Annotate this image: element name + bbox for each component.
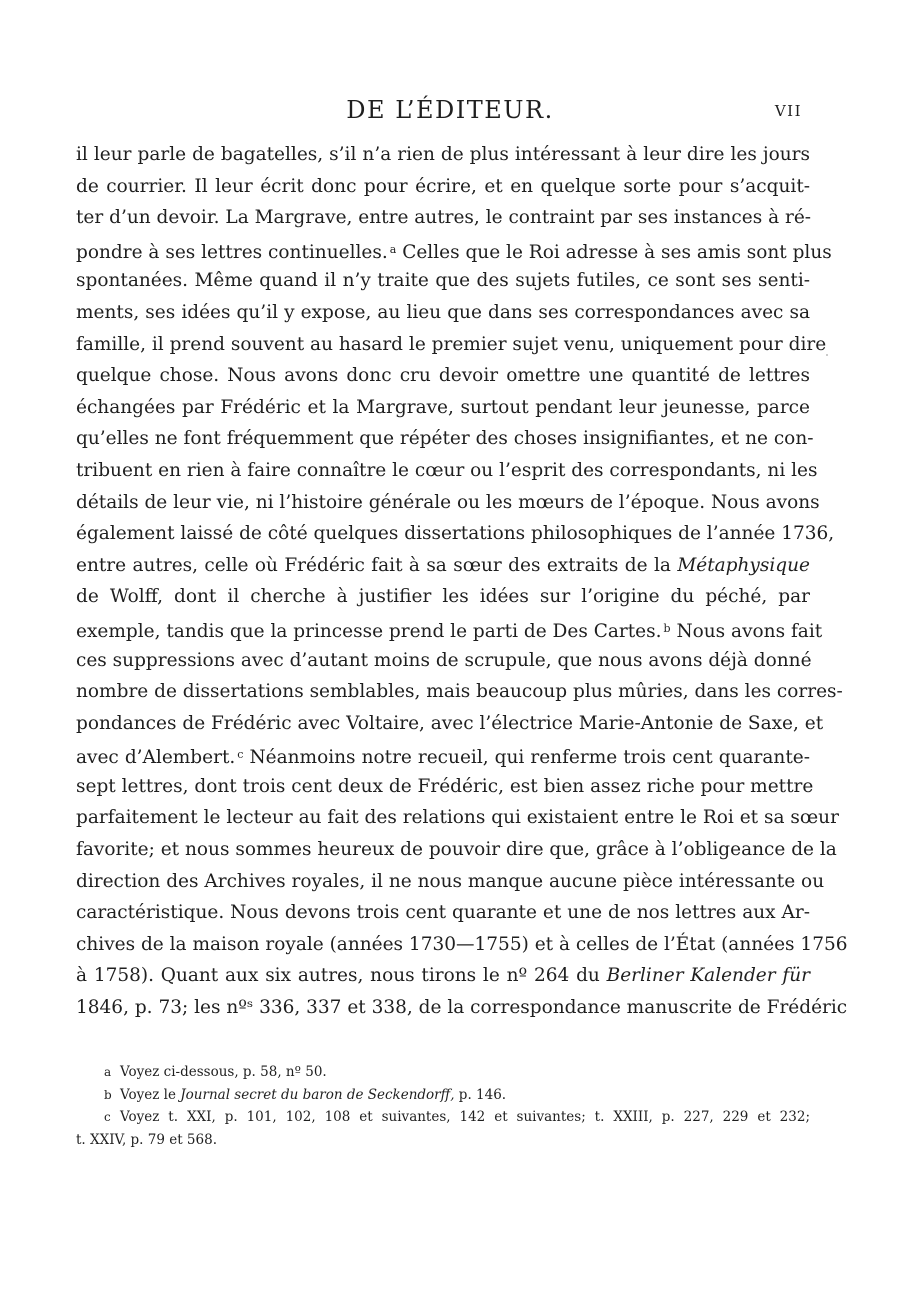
text-line-21: sept lettres, dont trois cent deux de Frédéric, est bien assez riche pour mettre [76, 775, 814, 797]
text-line-16-end: Nous avons fait [676, 620, 823, 642]
text-line-2: de courrier. Il leur écrit donc pour écrire, et en quelque sorte pour s’acquit- [76, 175, 810, 197]
text-line-16-start: exemple, tandis que la princesse prend le parti de Des Cartes. [76, 620, 662, 642]
text-line-13: également laissé de côté quelques dissertations philosophiques de l’année 1736, [76, 523, 835, 545]
text-line-26: chives de la maison royale (années 1730—1755) et à celles de l’État (années 1756 [76, 933, 848, 955]
running-head [0, 96, 900, 128]
footnote-ref-a: a [389, 242, 397, 256]
footnote-c-continuation: t. XXIV, p. 79 et 568. [76, 1131, 217, 1148]
text-line-27-start: à 1758). Quant aux six autres, nous tirons le nº 264 du [76, 965, 600, 987]
text-line-9: échangées par Frédéric et la Margrave, surtout pendant leur jeunesse, parce [76, 396, 810, 418]
text-line-17: ces suppressions avec d’autant moins de scrupule, que nous avons déjà donné [76, 649, 812, 671]
text-line-25: caractéristique. Nous devons trois cent quarante et une de nos lettres aux Ar- [76, 902, 810, 924]
footnote-c-line1: Voyez t. XXI, p. 101, 102, 108 et suivantes, 142 et suivantes; t. XXIII, p. 227, 229 et 232; [120, 1109, 810, 1125]
text-line-4-start: pondre à ses lettres continuelles. [76, 241, 388, 263]
text-line-7: famille, il prend souvent au hasard le premier sujet venu, uniquement pour dire [76, 333, 827, 355]
italic-title-berliner-kalender: Berliner Kalender für [606, 965, 810, 987]
footnote-a-mark: a [104, 1065, 112, 1079]
text-line-27 [76, 960, 810, 992]
footnote-a [76, 1061, 810, 1084]
text-line-23: favorite; et nous sommes heureux de pouvoir dire que, grâce à l’obligeance de la [76, 839, 837, 861]
text-line-16 [76, 613, 823, 645]
text-line-8: quelque chose. Nous avons donc cru devoir omettre une quantité de lettres [76, 365, 810, 387]
footnote-b-suffix: p. 146. [458, 1086, 507, 1103]
text-line-14-start: entre autres, celle où Frédéric fait à sa sœur des extraits de la [76, 554, 671, 576]
footnote-ref-b: b [663, 621, 671, 635]
footnote-b-mark: b [104, 1087, 112, 1102]
text-line-6: ments, ses idées qu’il y expose, au lieu que dans ses correspondances avec sa [76, 301, 810, 323]
footnote-a-text: Voyez ci-dessous, p. 58, nº 50. [120, 1064, 327, 1080]
text-line-3: ter d’un devoir. La Margrave, entre autres, le contraint par ses instances à ré- [76, 207, 812, 229]
text-line-1: il leur parle de bagatelles, s’il n’a rien de plus intéressant à leur dire les jours [76, 144, 810, 165]
footnote-b [76, 1084, 810, 1107]
text-line-20-start: avec d’Alembert. [76, 747, 236, 769]
text-line-10: qu’elles ne font fréquemment que répéter des choses insignifiantes, et ne con- [76, 428, 814, 450]
text-line-4 [76, 234, 832, 266]
text-line-11: tribuent en rien à faire connaître le cœur ou l’esprit des correspondants, ni les [76, 459, 818, 481]
text-line-20 [76, 739, 810, 771]
body-text [76, 139, 848, 1024]
text-line-14 [76, 550, 810, 582]
text-line-4-end: Celles que le Roi adresse à ses amis sont plus [402, 241, 832, 263]
italic-title-metaphysique: Métaphysique [677, 554, 810, 576]
text-line-20-end: Néanmoins notre recueil, qui renferme trois cent quarante- [249, 747, 810, 769]
footnote-b-italic: Journal secret du baron de Seckendorff, [180, 1086, 455, 1103]
footnote-c-mark: c [104, 1110, 111, 1124]
footnote-ref-c: c [237, 748, 244, 762]
paper-speck [826, 354, 828, 356]
text-line-12: détails de leur vie, ni l’histoire générale ou les mœurs de l’époque. Nous avons [76, 491, 820, 513]
page-number: VII [774, 102, 802, 120]
text-line-22: parfaitement le lecteur au fait des relations qui existaient entre le Roi et sa sœur [76, 807, 839, 829]
text-line-19: pondances de Frédéric avec Voltaire, avec l’électrice Marie-Antonie de Saxe, et [76, 712, 824, 734]
text-line-28: 1846, p. 73; les nºˢ 336, 337 et 338, de la correspondance manuscrite de Frédéric [76, 997, 848, 1019]
text-line-15: de Wolff, dont il cherche à justifier les idées sur l’origine du péché, par [76, 586, 810, 608]
text-line-24: direction des Archives royales, il ne nous manque aucune pièce intéressante ou [76, 870, 825, 892]
text-line-5: spontanées. Même quand il n’y traite que des sujets futiles, ce sont ses senti- [76, 270, 810, 292]
footnote-c [76, 1106, 810, 1129]
running-title: DE L’ÉDITEUR. [346, 96, 554, 124]
footnote-b-prefix: Voyez le [120, 1086, 176, 1103]
text-line-18: nombre de dissertations semblables, mais beaucoup plus mûries, dans les corres- [76, 681, 843, 703]
footnotes [76, 1061, 810, 1151]
